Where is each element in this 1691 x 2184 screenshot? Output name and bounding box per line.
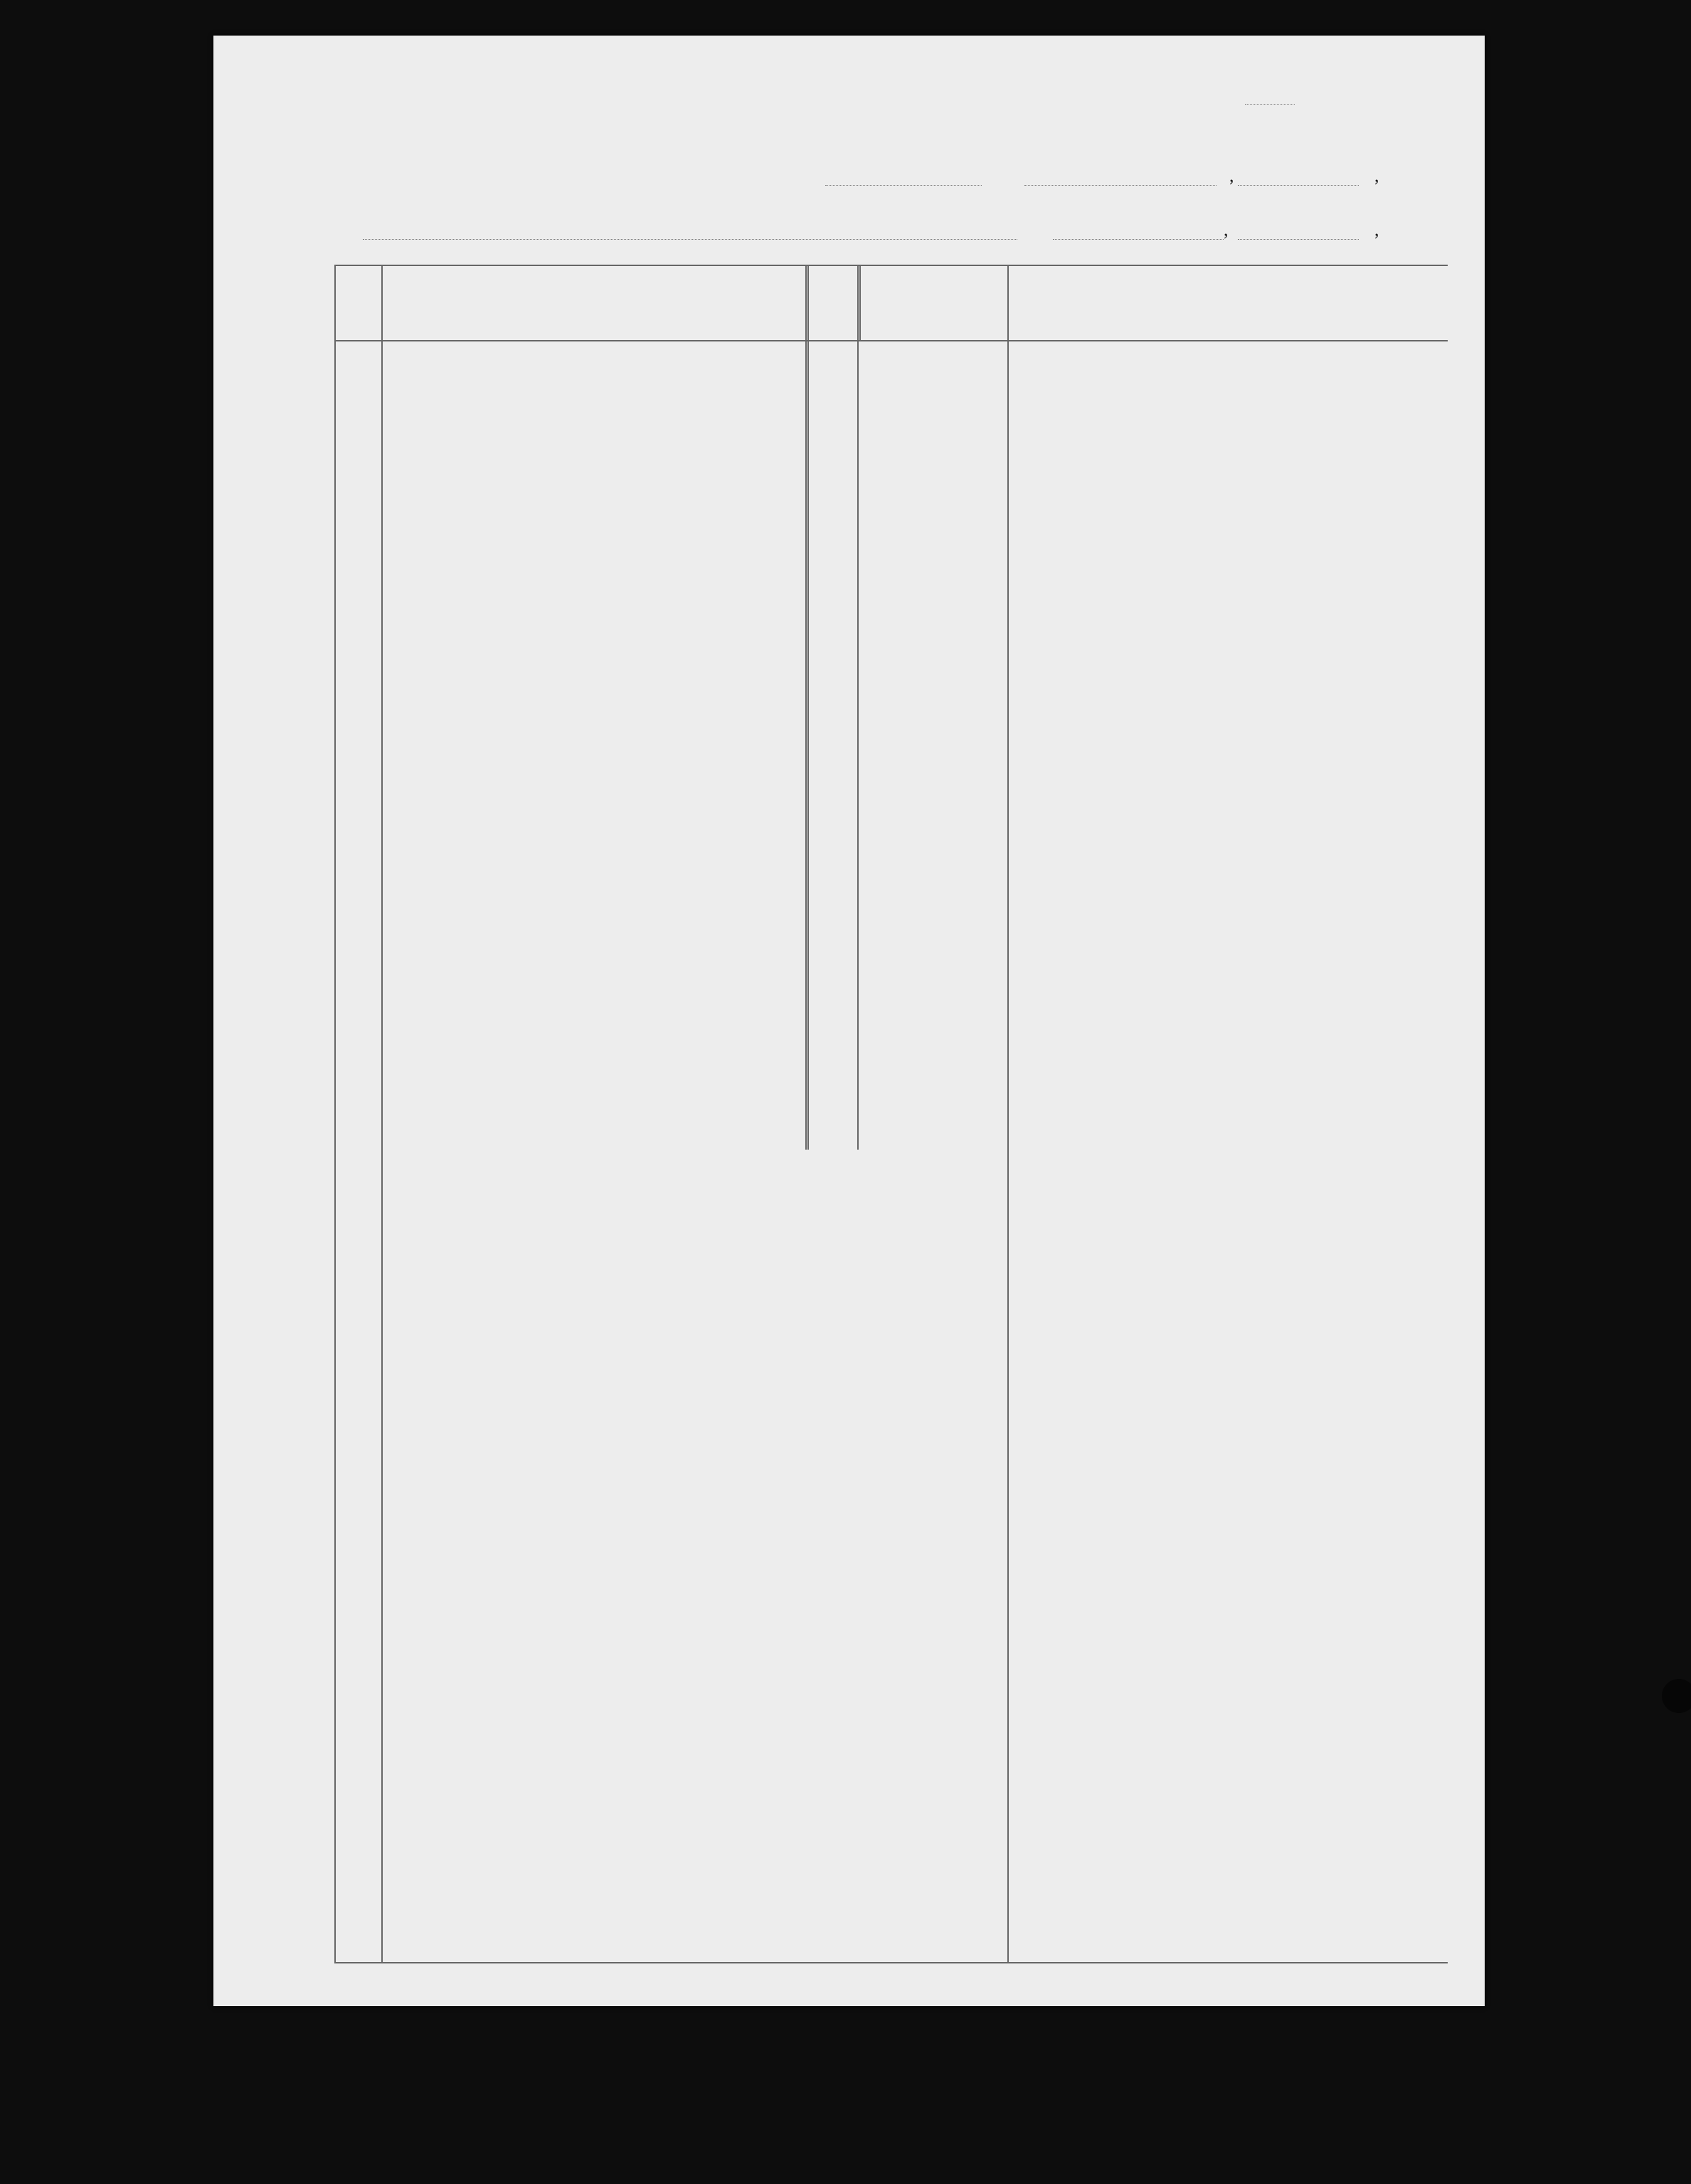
manifest-page: , , , , — [213, 36, 1485, 2006]
punch-hole — [1662, 1679, 1691, 1713]
